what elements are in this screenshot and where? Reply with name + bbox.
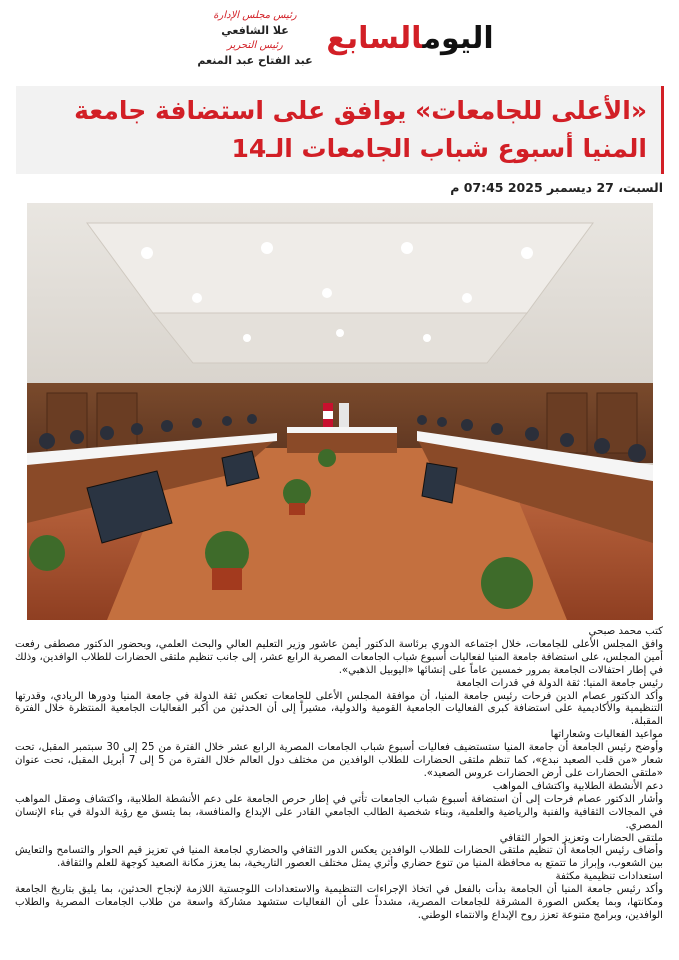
chairman-name: علا الشافعي [221,24,289,37]
newspaper-logo[interactable] [326,16,494,60]
article-subheading: استعدادات تنظيمية مكثفة [555,871,663,883]
article-byline: كتب محمد صبحي [588,626,663,637]
article-subheading: مواعيد الفعاليات وشعاراتها [550,729,663,741]
editorial-credits [190,8,320,68]
article-paragraph: وأشار الدكتور عصام فرحات إلى أن استضافة أسبوع شباب الجامعات تأتي في إطار حرص الجامعة على دعم الأنشطة الطلابية، واكتشاف وصقل المواهب في المجالات الثقافية والفنية والرياضية والعلمية، وبناء شخصية الطالب الجامعي القادر على الإبداع والمنافسة، بما يتسق مع رؤية الدولة في بناء الإنسان المصري. [15,793,663,831]
article-paragraph: وأكد رئيس جامعة المنيا أن الجامعة بدأت بالفعل في اتخاذ الإجراءات التنظيمية والاستعدادات اللوجستية اللازمة لإنجاح الحدثين، بما يليق بتاريخ الجامعة ومكانتها، وبما يعكس الصورة المشرقة للجامعات المصرية، مشدداً على أن الفعاليات ستشهد مشاركة واسعة من طلاب الجامعات المصرية والطلاب الوافدين، وبرامج متنوعة تعزز روح الإبداع والانتماء الوطني. [15,884,663,921]
masthead [0,0,679,80]
article-subheading: رئيس جامعة المنيا: ثقة الدولة في قدرات الجامعة [456,677,663,689]
editor-role: رئيس التحرير [227,40,283,51]
headline-box [16,86,664,174]
article-subheading: ملتقى الحضارات وتعزيز الحوار الثقافي [499,832,663,844]
article-paragraph: وأضاف رئيس الجامعة أن تنظيم ملتقى الحضارات للطلاب الوافدين يعكس الدور الثقافي والحضاري لجامعة المنيا في تعزيز قيم الحوار والتسامح والتعايش بين الشعوب، وإبراز ما تتمتع به محافظة المنيا من تنوع حضاري وأثري يمثل مختلف العصور التاريخية، بما يعزز مكانة الصعيد كوجهة للعلم والثقافة. [15,845,663,870]
article-paragraph: وأوضح رئيس الجامعة أن جامعة المنيا ستستضيف فعاليات أسبوع شباب الجامعات المصرية الرابع عشر خلال الفترة من 25 إلى 30 سبتمبر المقبل، تحت شعار «من قلب الصعيد نبدع»، كما تنظم ملتقى الحضارات للطلاب الوافدين من مختلف دول العالم خلال الفترة من 5 إلى 7 أبريل المقبل، تحت عنوان «ملتقى الحضارات على أرض الحضارات عروس الصعيد». [15,742,663,779]
article-photo [27,203,653,620]
article-paragraph: وافق المجلس الأعلى للجامعات، خلال اجتماعه الدوري برئاسة الدكتور أيمن عاشور وزير التعليم العالي والبحث العلمي، وبحضور الدكتور مصطفى رفعت أمين المجلس، على استضافة جامعة المنيا لفعاليات أسبوع شباب الجامعات المصرية الرابع عشر، إلى جانب تنظيم ملتقى الحضارات للطلاب الوافدين، وذلك في إطار احتفالات الجامعة بمرور خمسين عاماً على إنشائها «اليوبيل الذهبي». [15,638,663,676]
meeting-room-image [27,203,653,620]
chairman-role: رئيس مجلس الإدارة [213,10,297,21]
article-body [15,626,663,923]
article-subheading: دعم الأنشطة الطلابية واكتشاف المواهب [492,780,663,792]
article-title: «الأعلى للجامعات» يوافق على استضافة جامعة المنيا أسبوع شباب الجامعات الـ14 [74,96,647,163]
article-paragraph: وأكد الدكتور عصام الدين فرحات رئيس جامعة المنيا، أن موافقة المجلس الأعلى للجامعات تعكس ثقة الدولة في جامعة المنيا ودورها الريادي، وقدرتها التنظيمية والأكاديمية على استضافة كبرى الفعاليات الجامعية القومية والدولية، مشيراً إلى أن الحدثين من أكبر الفعاليات الجامعية المنتظرة خلال الفترة المقبلة. [15,690,663,728]
logo-part-2: السابع [326,20,423,56]
editor-name: عبد الفتاح عبد المنعم [197,54,313,67]
logo-part-1: اليوم [422,20,494,56]
article-date: السبت، 27 ديسمبر 2025 07:45 م [450,180,663,195]
